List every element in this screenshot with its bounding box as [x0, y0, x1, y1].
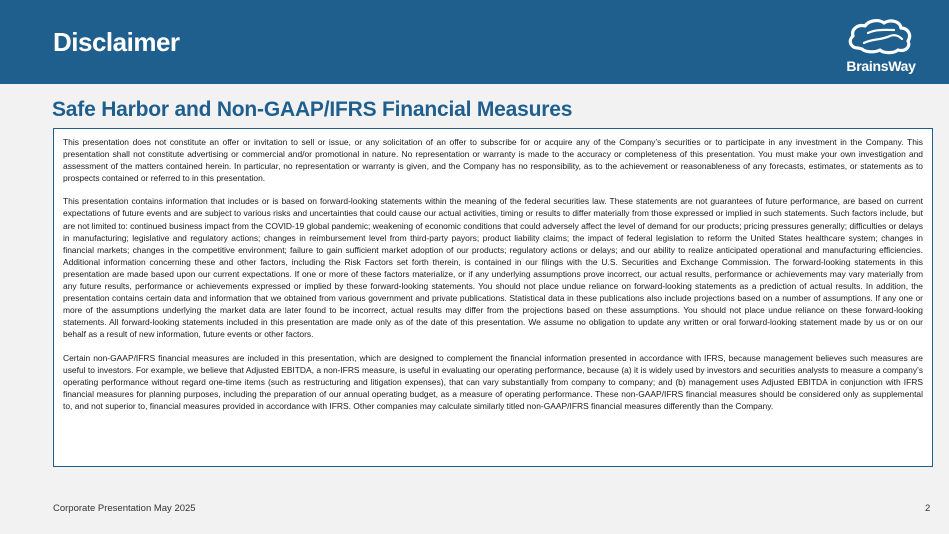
disclaimer-text-box: [53, 128, 933, 467]
brainsway-logo: [838, 18, 924, 76]
footer-caption: Corporate Presentation May 2025: [53, 503, 196, 514]
section-heading: Safe Harbor and Non-GAAP/IFRS Financial Measures: [52, 98, 573, 121]
header-bar: [0, 0, 949, 84]
logo-wordmark: BrainsWay: [846, 58, 916, 74]
brain-logo-icon: [838, 18, 924, 58]
page-number: 2: [925, 503, 931, 514]
offer-disclaimer-paragraph: This presentation does not constitute an offer or invitation to sell or issue, or any solicitation of an offer to subscribe for or acquire any of the Company’s securities or to participate in any investment in the Company. This presentation shall not constitute advertising or commercial and/or promotional in nature. No representation or warranty is made to the accuracy or completeness of this presentation. You must make your own investigation and assessment of the matters contained herein. In particular, no representation or warranty is given, and the Company has no responsibility, as to the achievement or reasonableness of any forecasts, estimates, or statements as to prospects contained or referred to in this presentation.: [63, 137, 923, 184]
forward-looking-paragraph: This presentation contains information that includes or is based on forward-looking statements within the meaning of the federal securities law. These statements are not guarantees of future performance, are based on current expectations of future events and are subject to various risks and uncertainties that could cause our actual activities, timing or results to differ materially from those expressed or implied in such statements. Such factors include, but are not limited to: continued business impact from the COVID-19 global pandemic; weakening of economic conditions that could adversely affect the level of demand for our products; pricing pressures generally; difficulties or delays in manufacturing; legislative and regulatory actions; changes in reimbursement level from third-party payors; product liability claims; the impact of federal legislation to reform the United States healthcare system; changes in financial markets; changes in the competitive environment; failure to gain sufficient market adoption of our products; regulatory actions or delays; and our ability to realize anticipated operational and manufacturing efficiencies. Additional information concerning these and other factors, including the Risk Factors set forth therein, is contained in our filings with the U.S. Securities and Exchange Commission. The forward-looking statements in this presentation are made based upon our current expectations. If one or more of these factors materialize, or if any underlying assumptions prove incorrect, our actual results, performance or achievements may vary materially from any future results, performance or achievements expressed or implied by these forward-looking statements. You should not place undue reliance on forward-looking statements as a prediction of actual results. In addition, the presentation contains certain data and information that we obtained from various government and private publications. Statistical data in these publications also include projections based on a number of assumptions. If any one or more of the assumptions underlying the market data are later found to be incorrect, actual results may differ from the projections based on these assumptions. You should not place undue reliance on these forward-looking statements. All forward-looking statements included in this presentation are made only as of the date of this presentation. We assume no obligation to update any written or oral forward-looking statement made by us or on our behalf as a result of new information, future events or other factors.: [63, 196, 923, 340]
non-gaap-paragraph: Certain non-GAAP/IFRS financial measures are included in this presentation, which are designed to complement the financial information presented in accordance with IFRS, because management believes such measures are useful to investors. For example, we believe that Adjusted EBITDA, a non-IFRS measure, is useful in evaluating our operating performance, because (a) it is widely used by investors and securities analysts to measure a company’s operating performance without regard one-time items (such as restructuring and litigation expenses), that can vary substantially from company to company; and (b) management uses Adjusted EBITDA in conjunction with IFRS financial measures for planning purposes, including the preparation of our annual operating budget, as a measure of operating performance. These non-GAAP/IFRS financial measures should be considered only as supplemental to, and not superior to, financial measures provided in accordance with IFRS. Other companies may calculate similarly titled non-GAAP/IFRS financial measures differently than the Company.: [63, 352, 923, 411]
page-title: Disclaimer: [53, 27, 180, 57]
